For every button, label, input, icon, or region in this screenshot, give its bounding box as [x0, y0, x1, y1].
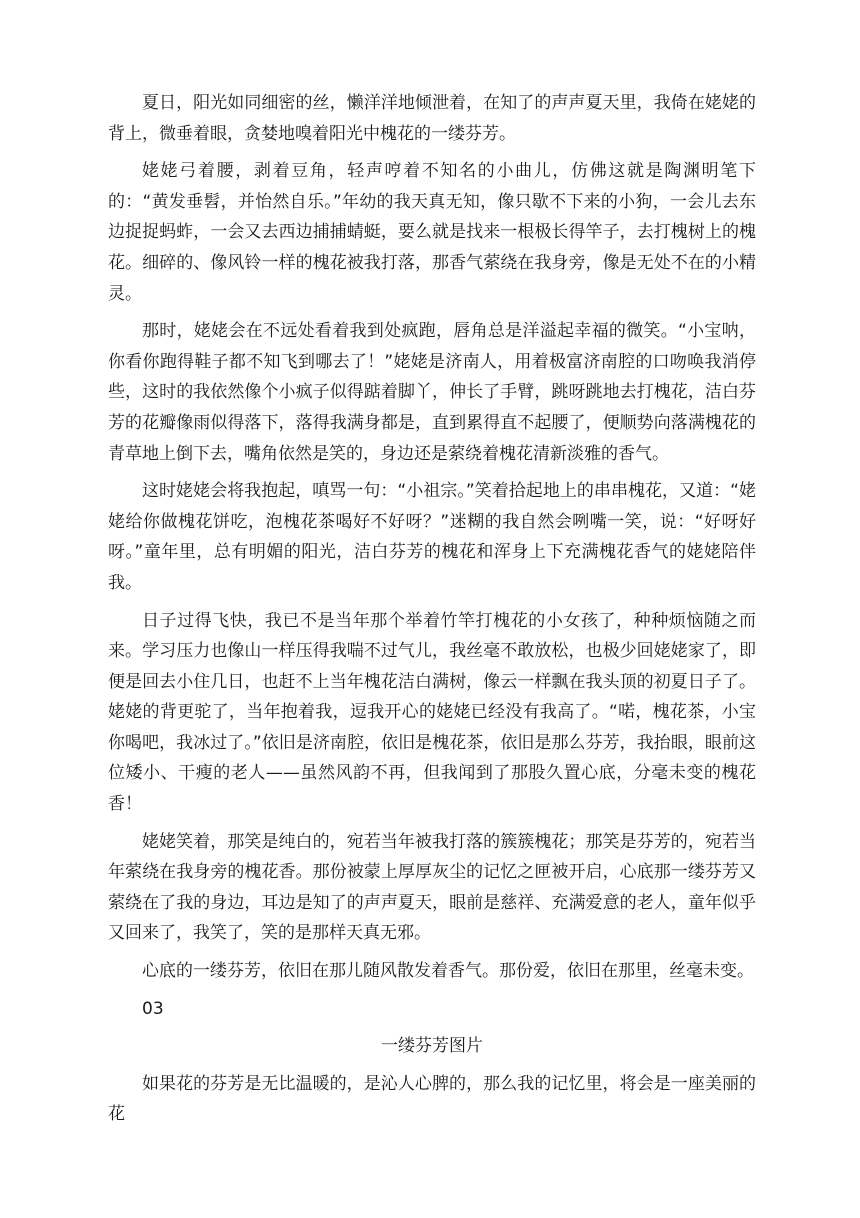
image-caption: 一缕芬芳图片 — [381, 1036, 483, 1057]
paragraph: 姥姥笑着，那笑是纯白的，宛若当年被我打落的簇簇槐花；那笑是芬芳的，宛若当年萦绕在我身旁的槐花香。那份被蒙上厚厚灰尘的记忆之匣被开启，心底那一缕芬芳又萦绕在了我的身边，耳边是知了的声声夏天，眼前是慈祥、充满爱意的老人，童年似乎又回来了，我笑了，笑的是那样天真无邪。 — [108, 831, 756, 944]
document-page — [108, 88, 756, 1137]
paragraph: 日子过得飞快，我已不是当年那个举着竹竿打槐花的小女孩了，种种烦恼随之而来。学习压力也像山一样压得我喘不过气儿，我丝毫不敢放松，也极少回姥姥家了，即便是回去小住几日，也赶不上当年槐花洁白满树，像云一样飘在我头顶的初夏日子了。姥姥的背更驼了，当年抱着我，逗我开心的姥姥已经没有我高了。“喏，槐花茶，小宝你喝吧，我冰过了。”依旧是济南腔，依旧是槐花茶，依旧是那么芬芳，我抬眼，眼前这位矮小、干瘦的老人——虽然风韵不再，但我闻到了那股久置心底，分毫未变的槐花香！ — [108, 610, 756, 815]
paragraph: 心底的一缕芬芳，依旧在那儿随风散发着香气。那份爱，依旧在那里，丝毫未变。 — [142, 961, 754, 982]
section-number: 03 — [142, 998, 164, 1019]
paragraph: 如果花的芬芳是无比温暖的，是沁人心脾的，那么我的记忆里，将会是一座美丽的花 — [108, 1073, 756, 1125]
paragraph: 姥姥弓着腰，剥着豆角，轻声哼着不知名的小曲儿，仿佛这就是陶渊明笔下的：“黄发垂髫，并怡然自乐。”年幼的我天真无知，像只歇不下来的小狗，一会儿去东边捉捉蚂蚱，一会又去西边捕捕蜻蜓，要么就是找来一根极长得竿子，去打槐树上的槐花。细碎的、像风铃一样的槐花被我打落，那香气萦绕在我身旁，像是无处不在的小精灵。 — [108, 161, 756, 304]
paragraph: 那时，姥姥会在不远处看着我到处疯跑，唇角总是洋溢起幸福的微笑。“小宝呐，你看你跑得鞋子都不知飞到哪去了！”姥姥是济南人，用着极富济南腔的口吻唤我消停些，这时的我依然像个小疯子似得踮着脚丫，伸长了手臂，跳呀跳地去打槐花，洁白芬芳的花瓣像雨似得落下，落得我满身都是，直到累得直不起腰了，便顺势向落满槐花的青草地上倒下去，嘴角依然是笑的，身边还是萦绕着槐花清新淡雅的香气。 — [108, 321, 756, 464]
paragraph: 这时姥姥会将我抱起，嗔骂一句：“小祖宗。”笑着拾起地上的串串槐花，又道：“姥姥给你做槐花饼吃，泡槐花茶喝好不好呀？”迷糊的我自然会咧嘴一笑，说：“好呀好呀。”童年里，总有明媚的阳光，洁白芬芳的槐花和浑身上下充满槐花香气的姥姥陪伴我。 — [108, 481, 756, 593]
paragraph: 夏日，阳光如同细密的丝，懒洋洋地倾泄着，在知了的声声夏天里，我倚在姥姥的背上，微垂着眼，贪婪地嗅着阳光中槐花的一缕芬芳。 — [108, 93, 756, 144]
